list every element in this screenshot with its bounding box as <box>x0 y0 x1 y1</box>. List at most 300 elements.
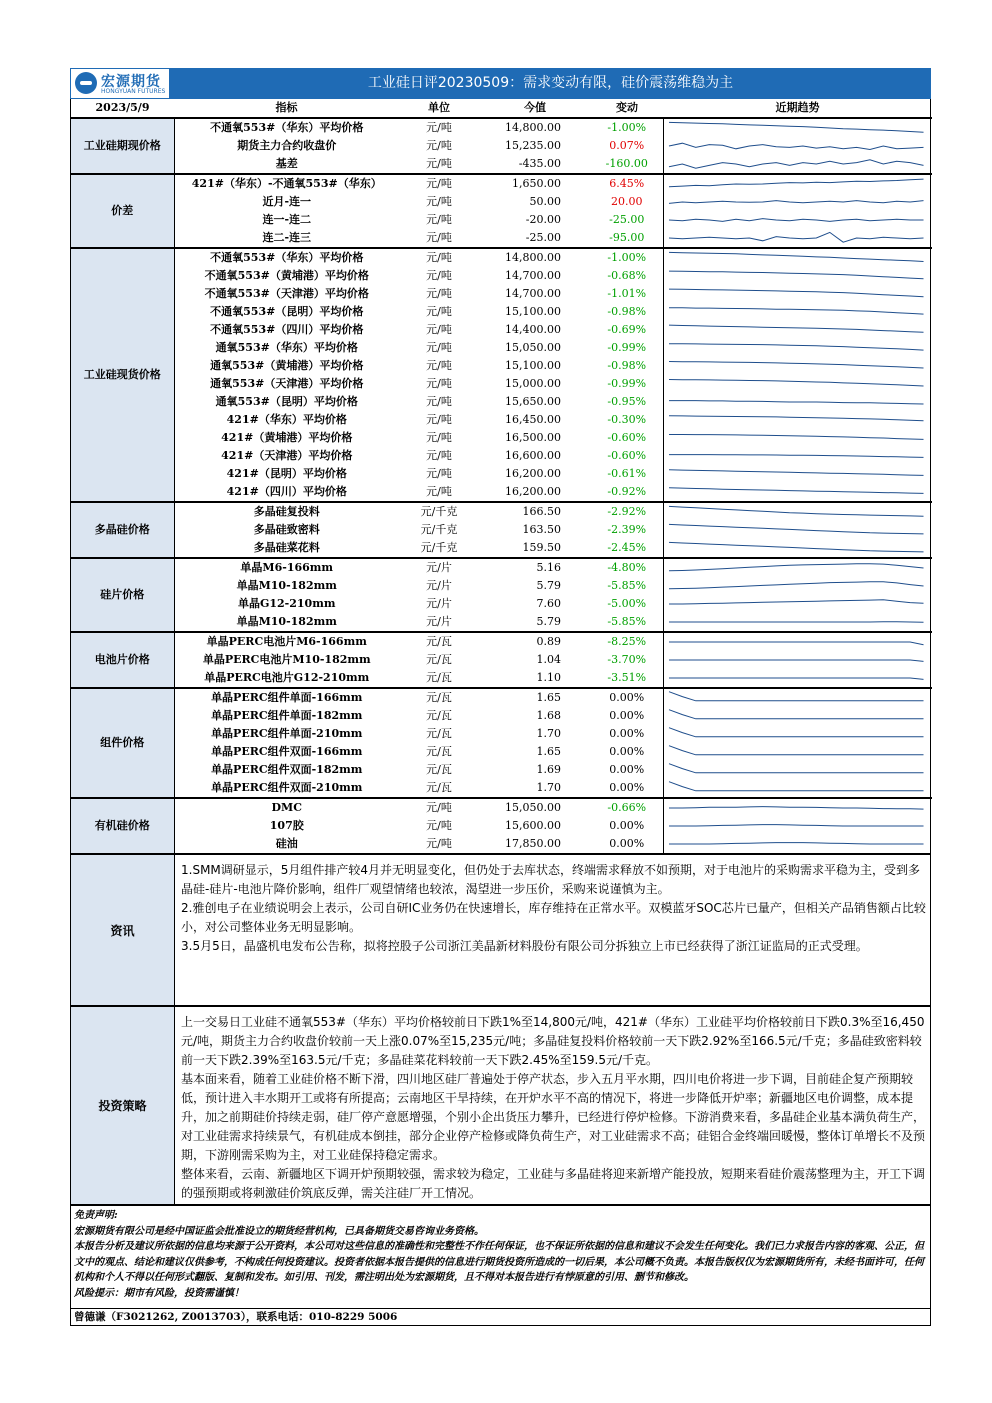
news-paragraph: 1.SMM调研显示，5月组件排产较4月并无明显变化，但仍处于去库状态，终端需求释放不如预期，对于电池片的采购需求平稳为主，受到多晶硅-硅片-电池片降价影响，组件厂观望情绪也较浓，渴望进一步压价，采购来说谨慎为主。 <box>181 863 921 896</box>
table-row <box>71 558 932 577</box>
indicator-name: 单晶PERC电池片M10-182mm <box>202 653 371 666</box>
unit-cell: 元/吨 <box>399 798 479 817</box>
table-row <box>71 229 932 248</box>
section-label: 组件价格 <box>71 688 174 798</box>
unit-cell: 元/片 <box>426 579 452 592</box>
unit-cell: 元/吨 <box>399 174 479 193</box>
indicator-name: 421#（昆明）平均价格 <box>226 467 347 480</box>
sparkline-path <box>668 219 923 222</box>
trend-sparkline <box>663 118 932 137</box>
trend-sparkline <box>663 577 932 595</box>
strategy-section <box>71 1005 930 1204</box>
sparkline-path <box>668 746 923 755</box>
trend-sparkline <box>663 613 932 632</box>
sparkline-path <box>668 506 923 516</box>
news-paragraph: 3.5月5日，晶盛机电发布公告称，拟将控股子公司浙江美晶新材料股份有限公司分拆独立上市已经获得了浙江证监局的正式受理。 <box>181 939 868 953</box>
unit-cell: 元/吨 <box>426 485 452 498</box>
value-cell: -25.00 <box>525 231 561 244</box>
trend-sparkline <box>663 339 932 357</box>
col-indicator: 指标 <box>174 99 399 118</box>
value-cell: 5.16 <box>479 558 591 577</box>
unit-cell: 元/瓦 <box>399 688 479 707</box>
col-value: 今值 <box>479 99 591 118</box>
change-cell: -2.39% <box>607 523 647 536</box>
trend-sparkline <box>663 193 932 211</box>
table-row <box>71 521 932 539</box>
change-cell: 20.00 <box>611 195 643 208</box>
table-row <box>71 193 932 211</box>
table-row <box>71 688 932 707</box>
change-cell: -0.92% <box>607 485 647 498</box>
unit-cell: 元/吨 <box>426 449 452 462</box>
trend-sparkline <box>663 429 932 447</box>
section-label: 工业硅现货价格 <box>71 248 174 502</box>
section-label: 价差 <box>71 174 174 248</box>
indicator-name: 421#（黄埔港）平均价格 <box>221 431 353 444</box>
table-row <box>71 155 932 174</box>
strategy-paragraph: 整体来看，云南、新疆地区下调开炉预期较强，需求较为稳定，工业硅与多晶硅将迎来新增产能投放，短期来看硅价震荡整理为主，开工下调的强预期或将刺激硅价筑底反弹，需关注硅厂开工情况。 <box>181 1167 926 1200</box>
trend-sparkline <box>663 707 932 725</box>
table-row <box>71 539 932 558</box>
value-cell: 5.79 <box>536 579 561 592</box>
trend-sparkline <box>663 174 932 193</box>
change-cell: -0.60% <box>607 431 647 444</box>
change-cell: 0.00% <box>591 688 663 707</box>
change-cell: -8.25% <box>591 632 663 651</box>
strategy-label: 投资策略 <box>71 1007 175 1204</box>
indicator-name: 通氧553#（华东）平均价格 <box>215 341 358 354</box>
sparkline-path <box>668 678 923 679</box>
sparkline-path <box>668 470 923 476</box>
value-cell: 15,050.00 <box>479 798 591 817</box>
trend-sparkline <box>663 211 932 229</box>
indicator-name: 单晶PERC组件单面-210mm <box>211 727 363 740</box>
unit-cell: 元/吨 <box>426 213 452 226</box>
unit-cell: 元/片 <box>426 597 452 610</box>
trend-sparkline <box>663 688 932 707</box>
indicator-name: 单晶PERC组件单面-182mm <box>211 709 363 722</box>
indicator-name: 不通氧553#（天津港）平均价格 <box>204 287 369 300</box>
change-cell: -1.00% <box>591 248 663 267</box>
value-cell: 15,100.00 <box>505 305 561 318</box>
section-label: 多晶硅价格 <box>71 502 174 558</box>
value-cell: -20.00 <box>525 213 561 226</box>
analyst-contact: 曾德谦（F3021262, Z0013703），联系电话：010-8229 5006 <box>71 1308 930 1325</box>
table-row <box>71 465 932 483</box>
col-change: 变动 <box>591 99 663 118</box>
section-label: 硅片价格 <box>71 558 174 632</box>
table-row <box>71 174 932 193</box>
unit-cell: 元/吨 <box>426 157 452 170</box>
change-cell: -160.00 <box>605 157 648 170</box>
unit-cell: 元/瓦 <box>426 653 452 666</box>
change-cell: -0.61% <box>607 467 647 480</box>
value-cell: 7.60 <box>536 597 561 610</box>
trend-sparkline <box>663 248 932 267</box>
value-cell: 14,800.00 <box>479 248 591 267</box>
change-cell: -5.85% <box>607 615 647 628</box>
change-cell: 0.00% <box>609 763 645 776</box>
sparkline-path <box>668 289 923 297</box>
value-cell: 16,450.00 <box>505 413 561 426</box>
indicator-name: 不通氧553#（华东）平均价格 <box>174 118 399 137</box>
change-cell: -4.80% <box>591 558 663 577</box>
table-row <box>71 447 932 465</box>
unit-cell: 元/瓦 <box>426 709 452 722</box>
value-cell: 14,700.00 <box>505 287 561 300</box>
trend-sparkline <box>663 835 932 853</box>
value-cell: 1.68 <box>536 709 561 722</box>
change-cell: -0.98% <box>607 305 647 318</box>
change-cell: 6.45% <box>591 174 663 193</box>
table-row <box>71 321 932 339</box>
sparkline-path <box>668 710 923 719</box>
unit-cell: 元/吨 <box>426 413 452 426</box>
value-cell: 1,650.00 <box>479 174 591 193</box>
col-trend: 近期趋势 <box>663 99 932 118</box>
section-label: 工业硅期现价格 <box>71 118 174 174</box>
change-cell: -25.00 <box>609 213 645 226</box>
table-row <box>71 817 932 835</box>
table-row <box>71 779 932 798</box>
change-cell: -3.70% <box>607 653 647 666</box>
report-header <box>70 68 931 99</box>
table-row <box>71 393 932 411</box>
indicator-name: 单晶M6-166mm <box>174 558 399 577</box>
sparkline-path <box>668 201 923 204</box>
indicator-name: 多晶硅致密料 <box>253 523 320 536</box>
trend-sparkline <box>663 502 932 521</box>
table-row <box>71 483 932 502</box>
sparkline-path <box>668 325 923 332</box>
section-label: 电池片价格 <box>71 632 174 688</box>
sparkline-path <box>668 232 923 242</box>
sparkline-path <box>668 564 923 571</box>
unit-cell: 元/瓦 <box>426 763 452 776</box>
strategy-paragraph: 基本面来看，随着工业硅价格不断下滑，四川地区硅厂普遍处于停产状态，步入五月平水期，四川电价将进一步下调，目前硅企复产预期较低，预计进入丰水期开工或将有所提高；云南地区干旱持续，在开炉水平不高的情况下，将进一步降低开炉率；新疆地区电价调整，成本提升，加之前期硅价持续走弱，硅厂停产意愿增强，个别小企出货压力攀升，已经进行停炉检修。下游消费来看，多晶硅企业基本满负荷生产，对工业硅需求持续景气，有机硅成本倒挂，部分企业停产检修或降负荷生产，对工业硅需求不高；硅铝合金终端回暖慢，整体订单增长不及预期，下游刚需采购为主，对工业硅保持稳定需求。 <box>181 1072 926 1162</box>
table-row <box>71 118 932 137</box>
indicator-name: 基差 <box>275 157 298 170</box>
unit-cell: 元/片 <box>399 558 479 577</box>
table-row <box>71 248 932 267</box>
disclaimer-text: 本报告分析及建议所依据的信息均来源于公开资料，本公司对这些信息的准确性和完整性不作任何保证，也不保证所依据的信息和建议不会发生任何变化。我们已力求报告内容的客观、公正，但文中的观点、结论和建议仅供参考，不构成任何投资建议。投资者依据本报告提供的信息进行期货投资所造成的一切后果，本公司概不负责。本报告版权仅为宏源期货所有，未经书面许可，任何机构和个人不得以任何形式翻版、复制和发布。如引用、刊发，需注明出处为宏源期货，且不得对本报告进行有悖原意的引用、删节和修改。 <box>74 1241 924 1283</box>
table-row <box>71 339 932 357</box>
table-row <box>71 743 932 761</box>
trend-sparkline <box>663 595 932 613</box>
unit-cell: 元/千克 <box>399 502 479 521</box>
unit-cell: 元/吨 <box>399 248 479 267</box>
change-cell: -2.92% <box>591 502 663 521</box>
report-sheet <box>70 68 931 1326</box>
sparkline-path <box>668 344 923 350</box>
trend-sparkline <box>663 779 932 798</box>
trend-sparkline <box>663 393 932 411</box>
value-cell: 15,650.00 <box>505 395 561 408</box>
unit-cell: 元/吨 <box>426 269 452 282</box>
sparkline-path <box>668 600 923 604</box>
sparkline-path <box>668 728 923 737</box>
indicator-name: 期货主力合约收盘价 <box>237 139 337 152</box>
value-cell: 14,800.00 <box>479 118 591 137</box>
change-cell: -0.99% <box>607 377 647 390</box>
sparkline-path <box>668 692 923 701</box>
unit-cell: 元/瓦 <box>426 727 452 740</box>
trend-sparkline <box>663 303 932 321</box>
trend-sparkline <box>663 447 932 465</box>
table-row <box>71 669 932 688</box>
col-unit: 单位 <box>399 99 479 118</box>
trend-sparkline <box>663 155 932 174</box>
value-cell: 1.70 <box>536 727 561 740</box>
change-cell: -0.69% <box>607 323 647 336</box>
sparkline-path <box>668 542 923 552</box>
sparkline-path <box>668 435 923 440</box>
unit-cell: 元/吨 <box>426 305 452 318</box>
section-label: 有机硅价格 <box>71 798 174 853</box>
trend-sparkline <box>663 229 932 248</box>
logo-icon <box>75 72 97 94</box>
trend-sparkline <box>663 539 932 558</box>
unit-cell: 元/吨 <box>426 195 452 208</box>
logo-text: 宏源期货 <box>101 74 161 90</box>
trend-sparkline <box>663 411 932 429</box>
indicator-name: 单晶M10-182mm <box>236 579 337 592</box>
value-cell: 15,050.00 <box>505 341 561 354</box>
table-row <box>71 137 932 155</box>
report-body <box>70 99 931 1326</box>
value-cell: 16,200.00 <box>505 467 561 480</box>
trend-sparkline <box>663 817 932 835</box>
change-cell: -1.00% <box>591 118 663 137</box>
value-cell: 17,850.00 <box>505 837 561 850</box>
sparkline-path <box>668 622 923 623</box>
trend-sparkline <box>663 267 932 285</box>
sparkline-path <box>668 362 923 369</box>
indicator-name: 通氧553#（昆明）平均价格 <box>215 395 358 408</box>
sparkline-path <box>668 488 923 494</box>
change-cell: 0.00% <box>609 709 645 722</box>
change-cell: -5.85% <box>607 579 647 592</box>
indicator-name: 单晶PERC组件双面-182mm <box>211 763 363 776</box>
table-row <box>71 595 932 613</box>
table-row <box>71 303 932 321</box>
sparkline-path <box>668 825 923 826</box>
trend-sparkline <box>663 357 932 375</box>
value-cell: 15,000.00 <box>505 377 561 390</box>
indicator-name: 不通氧553#（华东）平均价格 <box>174 248 399 267</box>
indicator-name: 单晶PERC电池片G12-210mm <box>204 671 370 684</box>
indicator-name: 连二-连三 <box>262 231 312 244</box>
price-table <box>71 99 932 853</box>
disclaimer <box>71 1204 930 1308</box>
table-row <box>71 632 932 651</box>
change-cell: -0.98% <box>607 359 647 372</box>
trend-sparkline <box>663 743 932 761</box>
change-cell: -0.66% <box>591 798 663 817</box>
trend-sparkline <box>663 761 932 779</box>
disclaimer-qualification: 宏源期货有限公司是经中国证监会批准设立的期货经营机构，已具备期货交易咨询业务资格。 <box>74 1225 484 1237</box>
news-body <box>175 855 930 1005</box>
sparkline-path <box>668 143 923 149</box>
unit-cell: 元/吨 <box>426 819 452 832</box>
unit-cell: 元/瓦 <box>426 671 452 684</box>
sparkline-path <box>668 642 923 645</box>
indicator-name: 单晶PERC组件单面-166mm <box>174 688 399 707</box>
change-cell: 0.00% <box>609 837 645 850</box>
unit-cell: 元/吨 <box>426 139 452 152</box>
value-cell: 1.65 <box>536 745 561 758</box>
indicator-name: 单晶M10-182mm <box>236 615 337 628</box>
value-cell: 1.65 <box>479 688 591 707</box>
trend-sparkline <box>663 465 932 483</box>
trend-sparkline <box>663 483 932 502</box>
trend-sparkline <box>663 669 932 688</box>
value-cell: 16,500.00 <box>505 431 561 444</box>
unit-cell: 元/吨 <box>426 341 452 354</box>
indicator-name: 单晶PERC组件双面-166mm <box>211 745 363 758</box>
change-cell: -2.45% <box>607 541 647 554</box>
sparkline-path <box>668 582 923 589</box>
table-row <box>71 761 932 779</box>
unit-cell: 元/吨 <box>426 377 452 390</box>
report-title: 工业硅日评20230509：需求变动有限，硅价震荡维稳为主 <box>367 75 734 91</box>
indicator-name: 多晶硅复投料 <box>174 502 399 521</box>
value-cell: 1.10 <box>536 671 561 684</box>
change-cell: -3.51% <box>607 671 647 684</box>
change-cell: 0.00% <box>609 819 645 832</box>
change-cell: -0.60% <box>607 449 647 462</box>
table-row <box>71 429 932 447</box>
change-cell: -0.68% <box>607 269 647 282</box>
table-row <box>71 285 932 303</box>
sparkline-path <box>668 179 923 187</box>
unit-cell: 元/吨 <box>426 359 452 372</box>
value-cell: 14,400.00 <box>505 323 561 336</box>
table-row <box>71 267 932 285</box>
trend-sparkline <box>663 798 932 817</box>
unit-cell: 元/吨 <box>426 467 452 480</box>
indicator-name: 多晶硅菜花料 <box>253 541 320 554</box>
sparkline-path <box>668 660 923 661</box>
indicator-name: 通氧553#（黄埔港）平均价格 <box>210 359 364 372</box>
change-cell: -0.95% <box>607 395 647 408</box>
trend-sparkline <box>663 137 932 155</box>
unit-cell: 元/吨 <box>426 323 452 336</box>
indicator-name: 不通氧553#（四川）平均价格 <box>210 323 364 336</box>
table-row <box>71 357 932 375</box>
unit-cell: 元/吨 <box>426 231 452 244</box>
indicator-name: 单晶PERC组件双面-210mm <box>211 781 363 794</box>
trend-sparkline <box>663 632 932 651</box>
value-cell: 1.04 <box>536 653 561 666</box>
indicator-name: 硅油 <box>275 837 298 850</box>
sparkline-path <box>668 252 923 261</box>
trend-sparkline <box>663 285 932 303</box>
value-cell: 159.50 <box>522 541 561 554</box>
value-cell: 50.00 <box>529 195 561 208</box>
value-cell: 15,100.00 <box>505 359 561 372</box>
indicator-name: 近月-连一 <box>262 195 312 208</box>
sparkline-path <box>668 764 923 773</box>
table-row <box>71 835 932 853</box>
unit-cell: 元/瓦 <box>426 745 452 758</box>
change-cell: -95.00 <box>609 231 645 244</box>
sparkline-path <box>668 401 923 404</box>
indicator-name: 不通氧553#（黄埔港）平均价格 <box>204 269 369 282</box>
company-logo <box>70 68 170 99</box>
change-cell: 0.00% <box>609 727 645 740</box>
sparkline-path <box>668 122 923 132</box>
indicator-name: DMC <box>174 798 399 817</box>
value-cell: 0.89 <box>479 632 591 651</box>
trend-sparkline <box>663 375 932 393</box>
sparkline-path <box>668 308 923 314</box>
indicator-name: 单晶G12-210mm <box>237 597 336 610</box>
change-cell: -0.30% <box>607 413 647 426</box>
change-cell: 0.00% <box>609 745 645 758</box>
value-cell: 15,235.00 <box>505 139 561 152</box>
strategy-paragraph: 上一交易日工业硅不通氧553#（华东）平均价格较前日下跌1%至14,800元/吨，421#（华东）工业硅平均价格较前日下跌0.3%至16,450元/吨，期货主力合约收盘价较前一天上涨0.07%至15,235元/吨；多晶硅复投料价格较前一天下跌2.92%至166.5元/千克；多晶硅致密料较前一天下跌2.39%至163.5元/千克；多晶硅菜花料较前一天下跌2.45%至159.5元/千克。 <box>181 1015 925 1067</box>
sparkline-path <box>668 380 923 387</box>
unit-cell: 元/瓦 <box>426 781 452 794</box>
change-cell: 0.07% <box>609 139 645 152</box>
sparkline-path <box>668 843 923 844</box>
disclaimer-title: 免责声明: <box>74 1210 118 1221</box>
sparkline-path <box>668 416 923 421</box>
unit-cell: 元/吨 <box>426 395 452 408</box>
change-cell: 0.00% <box>609 781 645 794</box>
unit-cell: 元/吨 <box>399 118 479 137</box>
logo-subtext: HONGYUAN FUTURES <box>101 88 166 95</box>
table-row <box>71 577 932 595</box>
indicator-name: 421#（四川）平均价格 <box>226 485 347 498</box>
risk-warning: 风险提示：期市有风险，投资需谨慎！ <box>74 1287 244 1299</box>
value-cell: 1.70 <box>536 781 561 794</box>
sparkline-path <box>668 807 923 810</box>
value-cell: -435.00 <box>518 157 561 170</box>
indicator-name: 421#（华东）平均价格 <box>226 413 347 426</box>
table-row <box>71 502 932 521</box>
trend-sparkline <box>663 558 932 577</box>
news-section <box>71 853 930 1005</box>
sparkline-path <box>668 160 923 168</box>
table-row <box>71 798 932 817</box>
table-header-row <box>71 99 932 118</box>
table-row <box>71 651 932 669</box>
unit-cell: 元/千克 <box>420 523 458 536</box>
table-row <box>71 725 932 743</box>
indicator-name: 不通氧553#（昆明）平均价格 <box>210 305 364 318</box>
trend-sparkline <box>663 521 932 539</box>
value-cell: 16,600.00 <box>505 449 561 462</box>
value-cell: 15,600.00 <box>505 819 561 832</box>
change-cell: -1.01% <box>607 287 647 300</box>
trend-sparkline <box>663 651 932 669</box>
news-label: 资讯 <box>71 855 175 1005</box>
unit-cell: 元/千克 <box>420 541 458 554</box>
change-cell: -0.99% <box>607 341 647 354</box>
indicator-name: 421#（华东）-不通氧553#（华东） <box>174 174 399 193</box>
indicator-name: 单晶PERC电池片M6-166mm <box>174 632 399 651</box>
unit-cell: 元/吨 <box>426 431 452 444</box>
table-row <box>71 375 932 393</box>
unit-cell: 元/吨 <box>426 287 452 300</box>
sparkline-path <box>668 782 923 791</box>
indicator-name: 107胶 <box>269 819 304 832</box>
table-row <box>71 613 932 632</box>
trend-sparkline <box>663 725 932 743</box>
value-cell: 14,700.00 <box>505 269 561 282</box>
